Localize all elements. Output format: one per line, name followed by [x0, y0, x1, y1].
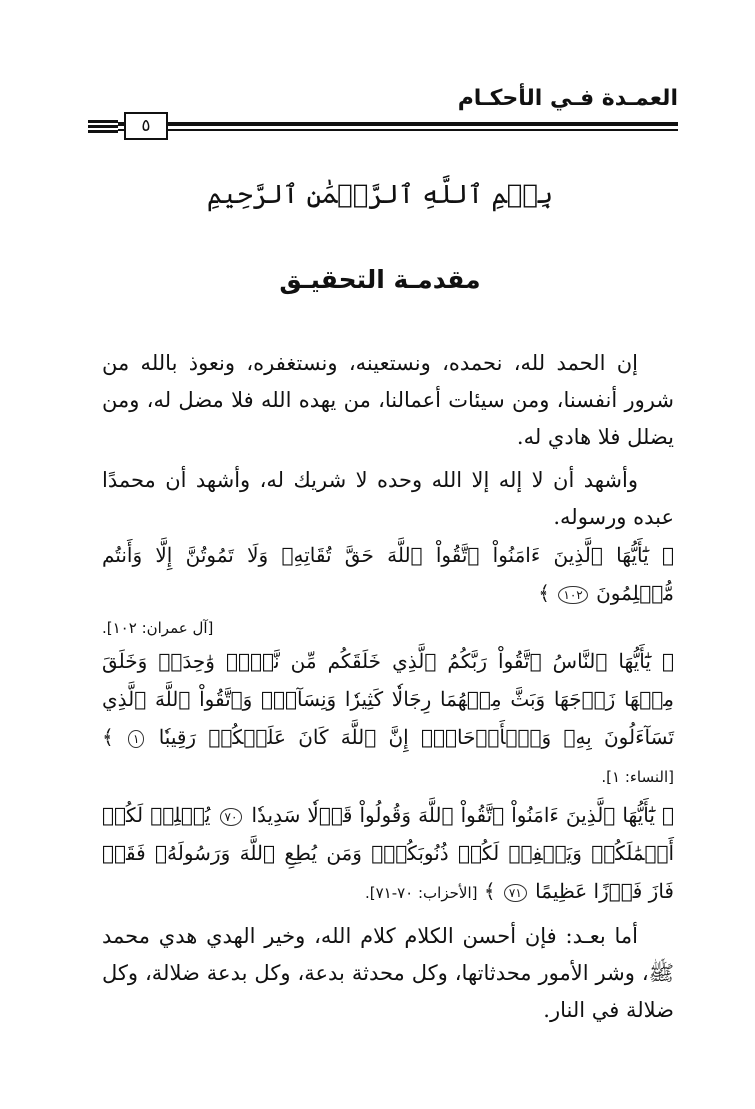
verse-number: ٧١ — [504, 884, 527, 902]
verse-text: يُصۡلِحۡ لَكُمۡ أَعۡمَٰلَكُمۡ وَيَغۡفِرۡ لَكُمۡ ذُنُوبَكُمۡۗ وَمَن يُطِعِ ٱللَّهَ وَرَسُولَهُۥ فَقَدۡ فَازَ فَوۡزًا عَظِيمًا — [102, 803, 674, 903]
verse-number: ٧٠ — [220, 808, 243, 826]
verse-bracket-close: ﴾ — [483, 879, 496, 903]
paragraph-testimony: وأشهد أن لا إله إلا الله وحده لا شريك له، وأشهد أن محمدًا عبده ورسوله. — [102, 468, 674, 529]
quran-verse-al-imran — [102, 536, 674, 612]
verse-bracket-open: ﴿ — [662, 803, 675, 827]
running-title: العمـدة فـي الأحكـام — [457, 86, 678, 111]
verse-text: يَٰٓأَيُّهَا ٱلَّذِينَ ءَامَنُواْ ٱتَّقُواْ ٱللَّهَ وَقُولُواْ قَوۡلٗا سَدِيدٗا — [251, 803, 655, 827]
paragraph-amma-bad: أما بعـد: فإن أحسن الكلام كلام الله، وخير الهدي هدي محمد ﷺ، وشر الأمور محدثاتها، وكل محدثة بدعة، وكل بدعة ضلالة، وكل ضلالة في النار. — [102, 924, 674, 1022]
verse-reference: [آل عمران: ١٠٢]. — [102, 619, 214, 637]
body-text — [102, 345, 674, 1029]
verse-text: يَٰٓأَيُّهَا ٱلنَّاسُ ٱتَّقُواْ رَبَّكُمُ ٱلَّذِي خَلَقَكُم مِّن نَّفۡسٖ وَٰحِدَةٖ وَخَلَقَ مِنۡهَا زَوۡجَهَا وَبَثَّ مِنۡهُمَا رِجَالٗا كَثِيرٗا وَنِسَآءٗۚ وَٱتَّقُواْ ٱللَّهَ ٱلَّذِي تَسَآءَلُونَ بِهِۦ وَٱلۡأَرۡحَامَۚ إِنَّ ٱللَّهَ كَانَ عَلَيۡكُمۡ رَقِيبٗا — [102, 649, 675, 749]
verse-bracket-open: ﴿ — [661, 543, 674, 567]
verse-text: يَٰٓأَيُّهَا ٱلَّذِينَ ءَامَنُواْ ٱتَّقُواْ ٱللَّهَ حَقَّ تُقَاتِهِۦ وَلَا تَمُوتُنَّ إِلَّا وَأَنتُم مُّسۡلِمُونَ — [102, 543, 674, 605]
page-number-ornament — [88, 120, 118, 134]
verse-bracket-open: ﴿ — [661, 649, 674, 673]
verse-reference: [الأحزاب: ٧٠-٧١]. — [364, 884, 478, 902]
verse-reference: [النساء: ١]. — [601, 768, 674, 786]
header-rule-thin — [88, 129, 678, 131]
section-title: مقدمـة التحقيـق — [279, 265, 481, 294]
basmala: بِسۡمِ ٱللَّهِ ٱلرَّحۡمَٰنِ ٱلرَّحِيمِ — [206, 180, 554, 210]
page-header — [88, 82, 678, 142]
page-number: ٥ — [124, 112, 168, 140]
verse-bracket-close: ﴾ — [102, 725, 114, 749]
quran-verse-an-nisa — [102, 642, 674, 796]
verse-number: ١ — [128, 730, 144, 748]
verse-bracket-close: ﴾ — [538, 581, 551, 605]
paragraph-praise: إن الحمد لله، نحمده، ونستعينه، ونستغفره، ونعوذ بالله من شرور أنفسنا، ومن سيئات أعمالنا، من يهده الله فلا مضل له، ومن يضلل فلا هادي له. — [102, 351, 674, 449]
header-rule-thick — [88, 122, 678, 126]
quran-verse-al-ahzab — [102, 796, 674, 912]
verse-number: ١٠٢ — [558, 586, 587, 604]
